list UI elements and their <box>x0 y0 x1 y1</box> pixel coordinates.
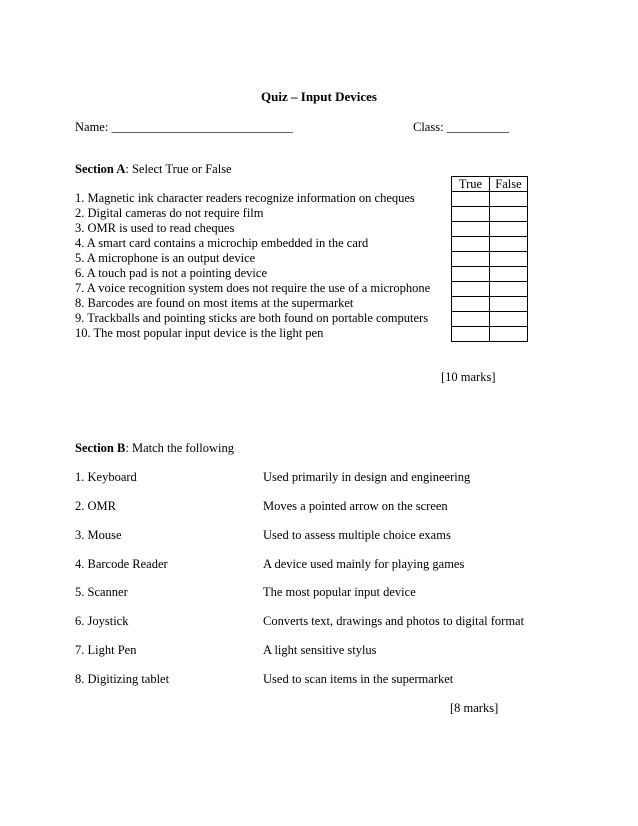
answer-cell-10-true[interactable] <box>452 327 490 342</box>
match-description-8: Used to scan items in the supermarket <box>263 672 454 686</box>
answer-cell-3-false[interactable] <box>490 222 528 237</box>
section-a-marks: [10 marks] <box>441 370 496 384</box>
match-item-6: 6. Joystick <box>75 614 129 628</box>
match-description-4: A device used mainly for playing games <box>263 557 465 571</box>
class-field-label: Class: __________ <box>413 120 510 134</box>
tf-question-2: 2. Digital cameras do not require film <box>75 206 264 220</box>
match-description-2: Moves a pointed arrow on the screen <box>263 499 448 513</box>
match-description-6: Converts text, drawings and photos to digital format <box>263 614 525 628</box>
answer-cell-7-false[interactable] <box>490 282 528 297</box>
match-description-3: Used to assess multiple choice exams <box>263 528 451 542</box>
answer-cell-2-false[interactable] <box>490 207 528 222</box>
tf-question-1: 1. Magnetic ink character readers recognize information on cheques <box>75 191 415 205</box>
section-b-label: Section B <box>75 441 126 455</box>
page-title: Quiz – Input Devices <box>261 89 377 104</box>
answer-cell-10-false[interactable] <box>490 327 528 342</box>
tf-question-4: 4. A smart card contains a microchip embedded in the card <box>75 236 369 250</box>
match-item-5: 5. Scanner <box>75 585 128 599</box>
column-false-header: False <box>490 177 528 192</box>
answer-cell-5-false[interactable] <box>490 252 528 267</box>
section-a-label: Section A <box>75 162 126 176</box>
match-description-5: The most popular input device <box>263 585 416 599</box>
tf-question-7: 7. A voice recognition system does not require the use of a microphone <box>75 281 431 295</box>
answer-cell-3-true[interactable] <box>452 222 490 237</box>
answer-cell-9-true[interactable] <box>452 312 490 327</box>
true-false-answer-table <box>451 176 528 342</box>
match-item-7: 7. Light Pen <box>75 643 137 657</box>
match-item-4: 4. Barcode Reader <box>75 557 168 571</box>
match-description-7: A light sensitive stylus <box>263 643 377 657</box>
section-b-heading <box>75 441 234 456</box>
tf-question-3: 3. OMR is used to read cheques <box>75 221 235 235</box>
tf-question-6: 6. A touch pad is not a pointing device <box>75 266 267 280</box>
match-item-8: 8. Digitizing tablet <box>75 672 170 686</box>
section-b-marks: [8 marks] <box>450 701 499 715</box>
match-description-1: Used primarily in design and engineering <box>263 470 471 484</box>
column-true-header: True <box>452 177 490 192</box>
answer-cell-4-true[interactable] <box>452 237 490 252</box>
answer-cell-2-true[interactable] <box>452 207 490 222</box>
tf-question-9: 9. Trackballs and pointing sticks are both found on portable computers <box>75 311 429 325</box>
section-b-instruction: : Match the following <box>125 441 235 455</box>
match-item-3: 3. Mouse <box>75 528 122 542</box>
match-item-2: 2. OMR <box>75 499 116 513</box>
section-a-heading <box>75 162 232 177</box>
answer-cell-1-false[interactable] <box>490 192 528 207</box>
tf-question-8: 8. Barcodes are found on most items at the supermarket <box>75 296 354 310</box>
answer-cell-1-true[interactable] <box>452 192 490 207</box>
section-a-instruction: : Select True or False <box>125 162 232 176</box>
answer-cell-6-false[interactable] <box>490 267 528 282</box>
answer-cell-5-true[interactable] <box>452 252 490 267</box>
answer-cell-8-false[interactable] <box>490 297 528 312</box>
answer-cell-7-true[interactable] <box>452 282 490 297</box>
answer-cell-9-false[interactable] <box>490 312 528 327</box>
match-item-1: 1. Keyboard <box>75 470 137 484</box>
answer-cell-8-true[interactable] <box>452 297 490 312</box>
answer-cell-4-false[interactable] <box>490 237 528 252</box>
tf-question-10: 10. The most popular input device is the light pen <box>75 326 324 340</box>
answer-cell-6-true[interactable] <box>452 267 490 282</box>
name-field-label: Name: _____________________________ <box>75 120 293 134</box>
tf-question-5: 5. A microphone is an output device <box>75 251 256 265</box>
